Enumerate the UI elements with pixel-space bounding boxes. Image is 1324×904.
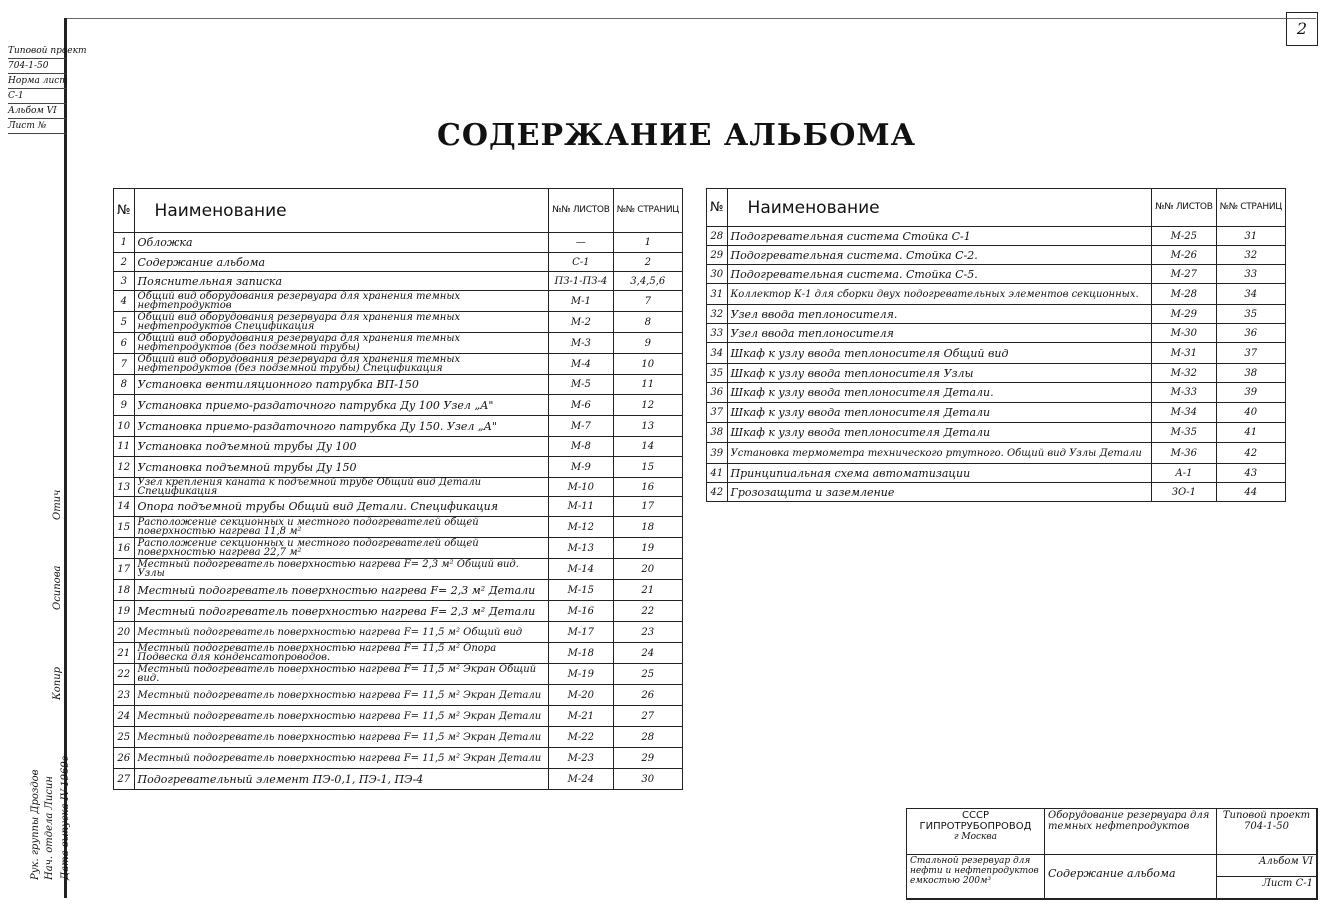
- row-page-number: 17: [613, 497, 682, 517]
- row-title: Местный подогреватель поверхностью нагрева F= 11,5 м² Общий вид: [134, 622, 549, 643]
- row-number: 20: [114, 622, 135, 643]
- row-title: Установка приемо-раздаточного патрубка Ду 150. Узел „А": [134, 416, 549, 437]
- table-row: [114, 580, 683, 601]
- row-title: Установка вентиляционного патрубка ВП-150: [134, 375, 549, 395]
- row-title: Установка термометра технического ртутного. Общий вид Узлы Детали: [727, 443, 1152, 464]
- row-page-number: 21: [613, 580, 682, 601]
- row-title: Шкаф к узлу ввода теплоносителя Детали: [727, 403, 1152, 423]
- row-number: 11: [114, 437, 135, 457]
- row-sheet-code: М-29: [1152, 305, 1216, 324]
- column-header-pages: №№ СТРАНИЦ: [1216, 189, 1285, 227]
- row-title: Расположение секционных и местного подогревателей общей поверхностью нагрева 22,7 м²: [134, 538, 549, 559]
- table-row: [707, 246, 1286, 265]
- row-sheet-code: М-1: [549, 291, 613, 312]
- title-block-object: Оборудование резервуара для темных нефтепродуктов: [1045, 809, 1217, 855]
- row-title: Подогревательная система. Стойка С-5.: [727, 265, 1152, 284]
- table-row: [114, 375, 683, 395]
- release-date-label: Дата выпуска IV-1969г: [60, 756, 71, 880]
- table-row: [114, 395, 683, 416]
- row-number: 7: [114, 354, 135, 375]
- row-sheet-code: М-23: [549, 748, 613, 769]
- row-sheet-code: М-11: [549, 497, 613, 517]
- title-block-tank: Стальной резервуар для нефти и нефтепродуктов емкостью 200м³: [907, 855, 1045, 899]
- row-title: Установка приемо-раздаточного патрубка Ду 100 Узел „А": [134, 395, 549, 416]
- row-title: Установка подъемной трубы Ду 100: [134, 437, 549, 457]
- row-sheet-code: А-1: [1152, 464, 1216, 483]
- row-page-number: 34: [1216, 284, 1285, 305]
- row-number: 29: [707, 246, 728, 265]
- row-page-number: 25: [613, 664, 682, 685]
- row-sheet-code: М-32: [1152, 364, 1216, 383]
- row-number: 26: [114, 748, 135, 769]
- row-sheet-code: М-7: [549, 416, 613, 437]
- row-number: 35: [707, 364, 728, 383]
- page-number: 2: [1286, 12, 1318, 46]
- row-page-number: 37: [1216, 343, 1285, 364]
- page-title: СОДЕРЖАНИЕ АЛЬБОМА: [437, 118, 917, 153]
- row-number: 12: [114, 457, 135, 478]
- row-title: Пояснительная записка: [134, 272, 549, 291]
- row-sheet-code: М-9: [549, 457, 613, 478]
- row-title: Узел крепления каната к подъемной трубе Общий вид Детали Спецификация: [134, 478, 549, 497]
- row-number: 42: [707, 483, 728, 502]
- row-page-number: 10: [613, 354, 682, 375]
- row-page-number: 22: [613, 601, 682, 622]
- row-title: Шкаф к узлу ввода теплоносителя Детали.: [727, 383, 1152, 403]
- signature-group-head: Рук. группы Дроздов: [30, 769, 41, 880]
- table-row: [114, 416, 683, 437]
- row-sheet-code: М-22: [549, 727, 613, 748]
- column-header-sheets: №№ ЛИСТОВ: [1152, 189, 1216, 227]
- table-row: [707, 343, 1286, 364]
- column-header-name: Наименование: [134, 189, 549, 233]
- row-number: 2: [114, 253, 135, 272]
- row-page-number: 12: [613, 395, 682, 416]
- table-row: [707, 483, 1286, 502]
- row-number: 34: [707, 343, 728, 364]
- title-block-project: Типовой проект 704-1-50: [1217, 809, 1317, 855]
- row-sheet-code: М-12: [549, 517, 613, 538]
- table-row: [114, 354, 683, 375]
- row-page-number: 26: [613, 685, 682, 706]
- table-row: [114, 622, 683, 643]
- org-city: г Москва: [953, 832, 998, 842]
- row-number: 31: [707, 284, 728, 305]
- row-title: Расположение секционных и местного подогревателей общей поверхностью нагрева 11,8 м²: [134, 517, 549, 538]
- row-page-number: 36: [1216, 324, 1285, 343]
- title-block-sheet: Лист С-1: [1217, 877, 1317, 899]
- table-row: [114, 291, 683, 312]
- table-row: [707, 443, 1286, 464]
- row-sheet-code: М-20: [549, 685, 613, 706]
- table-row: [114, 272, 683, 291]
- row-sheet-code: М-34: [1152, 403, 1216, 423]
- row-page-number: 19: [613, 538, 682, 559]
- row-sheet-code: М-5: [549, 375, 613, 395]
- row-number: 39: [707, 443, 728, 464]
- corner-stamp-label: Лист №: [8, 119, 66, 134]
- table-row: [707, 464, 1286, 483]
- table-row: [114, 437, 683, 457]
- org-name: ГИПРОТРУБОПРОВОД: [919, 821, 1032, 832]
- row-page-number: 31: [1216, 227, 1285, 246]
- row-sheet-code: М-4: [549, 354, 613, 375]
- table-row: [114, 601, 683, 622]
- row-sheet-code: М-26: [1152, 246, 1216, 265]
- row-number: 19: [114, 601, 135, 622]
- row-title: Принципиальная схема автоматизации: [727, 464, 1152, 483]
- row-number: 25: [114, 727, 135, 748]
- row-title: Местный подогреватель поверхностью нагрева F= 11,5 м² Экран Детали: [134, 748, 549, 769]
- table-row: [114, 685, 683, 706]
- title-block: [906, 808, 1318, 900]
- table-row: [114, 457, 683, 478]
- row-title: Местный подогреватель поверхностью нагрева F= 11,5 м² Экран Детали: [134, 706, 549, 727]
- row-sheet-code: М-30: [1152, 324, 1216, 343]
- table-row: [707, 423, 1286, 443]
- row-title: Местный подогреватель поверхностью нагрева F= 2,3 м² Детали: [134, 601, 549, 622]
- row-title: Грозозащита и заземление: [727, 483, 1152, 502]
- row-sheet-code: М-13: [549, 538, 613, 559]
- table-row: [114, 748, 683, 769]
- table-row: [114, 333, 683, 354]
- row-number: 13: [114, 478, 135, 497]
- row-page-number: 13: [613, 416, 682, 437]
- row-page-number: 15: [613, 457, 682, 478]
- table-row: [707, 284, 1286, 305]
- table-row: [114, 559, 683, 580]
- table-row: [114, 664, 683, 685]
- row-page-number: 35: [1216, 305, 1285, 324]
- row-sheet-code: М-16: [549, 601, 613, 622]
- row-sheet-code: С-1: [549, 253, 613, 272]
- row-sheet-code: М-28: [1152, 284, 1216, 305]
- row-title: Узел ввода теплоносителя: [727, 324, 1152, 343]
- row-number: 37: [707, 403, 728, 423]
- row-number: 18: [114, 580, 135, 601]
- row-page-number: 41: [1216, 423, 1285, 443]
- row-page-number: 18: [613, 517, 682, 538]
- row-sheet-code: М-6: [549, 395, 613, 416]
- table-row: [114, 727, 683, 748]
- row-page-number: 16: [613, 478, 682, 497]
- row-number: 33: [707, 324, 728, 343]
- column-header-name: Наименование: [727, 189, 1152, 227]
- row-number: 27: [114, 769, 135, 790]
- column-header-sheets: №№ ЛИСТОВ: [549, 189, 613, 233]
- signature-osipova: Осипова: [52, 565, 63, 610]
- row-sheet-code: М-19: [549, 664, 613, 685]
- table-row: [114, 478, 683, 497]
- row-sheet-code: М-3: [549, 333, 613, 354]
- title-block-organization: [907, 809, 1045, 855]
- table-row: [707, 227, 1286, 246]
- table-row: [114, 517, 683, 538]
- row-page-number: 42: [1216, 443, 1285, 464]
- row-title: Местный подогреватель поверхностью нагрева F= 11,5 м² Экран Детали: [134, 727, 549, 748]
- row-title: Общий вид оборудования резервуара для хранения темных нефтепродуктов (без подземной трубы) Спецификация: [134, 354, 549, 375]
- row-sheet-code: М-21: [549, 706, 613, 727]
- row-number: 21: [114, 643, 135, 664]
- row-page-number: 27: [613, 706, 682, 727]
- row-number: 22: [114, 664, 135, 685]
- row-sheet-code: М-8: [549, 437, 613, 457]
- row-number: 23: [114, 685, 135, 706]
- table-row: [114, 497, 683, 517]
- row-sheet-code: ЗО-1: [1152, 483, 1216, 502]
- signature-checked: Отич: [52, 489, 63, 520]
- row-page-number: 24: [613, 643, 682, 664]
- table-row: [114, 253, 683, 272]
- row-title: Шкаф к узлу ввода теплоносителя Общий вид: [727, 343, 1152, 364]
- row-number: 38: [707, 423, 728, 443]
- row-page-number: 28: [613, 727, 682, 748]
- row-title: Подогревательная система. Стойка С-2.: [727, 246, 1152, 265]
- row-page-number: 44: [1216, 483, 1285, 502]
- row-number: 6: [114, 333, 135, 354]
- row-title: Местный подогреватель поверхностью нагрева F= 2,3 м² Детали: [134, 580, 549, 601]
- contents-table-left-body: [114, 233, 683, 790]
- table-row: [114, 312, 683, 333]
- row-title: Шкаф к узлу ввода теплоносителя Узлы: [727, 364, 1152, 383]
- row-title: Подогревательная система Стойка С-1: [727, 227, 1152, 246]
- row-sheet-code: —: [549, 233, 613, 253]
- row-number: 28: [707, 227, 728, 246]
- row-page-number: 40: [1216, 403, 1285, 423]
- row-title: Общий вид оборудования резервуара для хранения темных нефтепродуктов Спецификация: [134, 312, 549, 333]
- row-sheet-code: М-10: [549, 478, 613, 497]
- title-block-album: Альбом VI: [1217, 855, 1317, 877]
- row-title: Узел ввода теплоносителя.: [727, 305, 1152, 324]
- row-page-number: 9: [613, 333, 682, 354]
- row-sheet-code: М-33: [1152, 383, 1216, 403]
- row-page-number: 7: [613, 291, 682, 312]
- row-title: Содержание альбома: [134, 253, 549, 272]
- row-page-number: 32: [1216, 246, 1285, 265]
- signature-dept-head: Нач. отдела Лисин: [44, 776, 55, 880]
- column-header-number: №: [114, 189, 135, 233]
- contents-table-right: [706, 188, 1286, 502]
- row-number: 9: [114, 395, 135, 416]
- row-sheet-code: М-2: [549, 312, 613, 333]
- table-row: [707, 383, 1286, 403]
- row-number: 1: [114, 233, 135, 253]
- row-number: 16: [114, 538, 135, 559]
- corner-stamp-label: Типовой проект: [8, 44, 66, 59]
- row-sheet-code: М-17: [549, 622, 613, 643]
- row-title: Общий вид оборудования резервуара для хранения темных нефтепродуктов: [134, 291, 549, 312]
- row-number: 4: [114, 291, 135, 312]
- row-number: 14: [114, 497, 135, 517]
- table-row: [114, 233, 683, 253]
- row-page-number: 14: [613, 437, 682, 457]
- corner-stamp-value: 704-1-50: [8, 59, 66, 74]
- row-number: 15: [114, 517, 135, 538]
- row-page-number: 43: [1216, 464, 1285, 483]
- table-row: [114, 769, 683, 790]
- corner-stamp-label: Норма лист: [8, 74, 66, 89]
- row-sheet-code: М-18: [549, 643, 613, 664]
- row-number: 41: [707, 464, 728, 483]
- row-sheet-code: М-24: [549, 769, 613, 790]
- row-title: Обложка: [134, 233, 549, 253]
- row-number: 24: [114, 706, 135, 727]
- table-row: [707, 265, 1286, 284]
- signature-copier: Копир: [52, 666, 63, 700]
- row-sheet-code: М-31: [1152, 343, 1216, 364]
- row-title: Установка подъемной трубы Ду 150: [134, 457, 549, 478]
- row-title: Подогревательный элемент ПЭ-0,1, ПЭ-1, ПЭ-4: [134, 769, 549, 790]
- table-row: [707, 305, 1286, 324]
- row-page-number: 39: [1216, 383, 1285, 403]
- row-title: Опора подъемной трубы Общий вид Детали. Спецификация: [134, 497, 549, 517]
- title-block-document: Содержание альбома: [1045, 855, 1217, 899]
- row-sheet-code: ПЗ-1-ПЗ-4: [549, 272, 613, 291]
- row-page-number: 20: [613, 559, 682, 580]
- table-row: [707, 364, 1286, 383]
- row-number: 10: [114, 416, 135, 437]
- column-header-pages: №№ СТРАНИЦ: [613, 189, 682, 233]
- row-page-number: 29: [613, 748, 682, 769]
- row-page-number: 33: [1216, 265, 1285, 284]
- row-page-number: 2: [613, 253, 682, 272]
- row-number: 32: [707, 305, 728, 324]
- row-page-number: 11: [613, 375, 682, 395]
- row-title: Местный подогреватель поверхностью нагрева F= 11,5 м² Экран Детали: [134, 685, 549, 706]
- row-title: Общий вид оборудования резервуара для хранения темных нефтепродуктов (без подземной трубы): [134, 333, 549, 354]
- corner-stamp-value: С-1: [8, 89, 66, 104]
- row-title: Шкаф к узлу ввода теплоносителя Детали: [727, 423, 1152, 443]
- row-page-number: 23: [613, 622, 682, 643]
- table-row: [114, 538, 683, 559]
- row-number: 8: [114, 375, 135, 395]
- row-title: Местный подогреватель поверхностью нагрева F= 11,5 м² Экран Общий вид.: [134, 664, 549, 685]
- table-row: [114, 706, 683, 727]
- row-number: 17: [114, 559, 135, 580]
- table-row: [707, 324, 1286, 343]
- table-row: [707, 403, 1286, 423]
- row-sheet-code: М-14: [549, 559, 613, 580]
- row-number: 5: [114, 312, 135, 333]
- row-page-number: 3,4,5,6: [613, 272, 682, 291]
- row-sheet-code: М-35: [1152, 423, 1216, 443]
- row-number: 30: [707, 265, 728, 284]
- row-sheet-code: М-25: [1152, 227, 1216, 246]
- row-page-number: 1: [613, 233, 682, 253]
- row-number: 3: [114, 272, 135, 291]
- row-page-number: 8: [613, 312, 682, 333]
- row-title: Местный подогреватель поверхностью нагрева F= 11,5 м² Опора Подвеска для конденсатопроводов.: [134, 643, 549, 664]
- row-page-number: 38: [1216, 364, 1285, 383]
- corner-stamp-label: Альбом VI: [8, 104, 66, 119]
- contents-table-right-body: [707, 227, 1286, 502]
- table-row: [114, 643, 683, 664]
- column-header-number: №: [707, 189, 728, 227]
- row-sheet-code: М-27: [1152, 265, 1216, 284]
- corner-stamp: [8, 44, 87, 134]
- row-number: 36: [707, 383, 728, 403]
- org-country: СССР: [962, 810, 989, 821]
- row-sheet-code: М-36: [1152, 443, 1216, 464]
- row-title: Коллектор К-1 для сборки двух подогревательных элементов секционных.: [727, 284, 1152, 305]
- row-title: Местный подогреватель поверхностью нагрева F= 2,3 м² Общий вид. Узлы: [134, 559, 549, 580]
- contents-table-left: [113, 188, 683, 790]
- row-sheet-code: М-15: [549, 580, 613, 601]
- row-page-number: 30: [613, 769, 682, 790]
